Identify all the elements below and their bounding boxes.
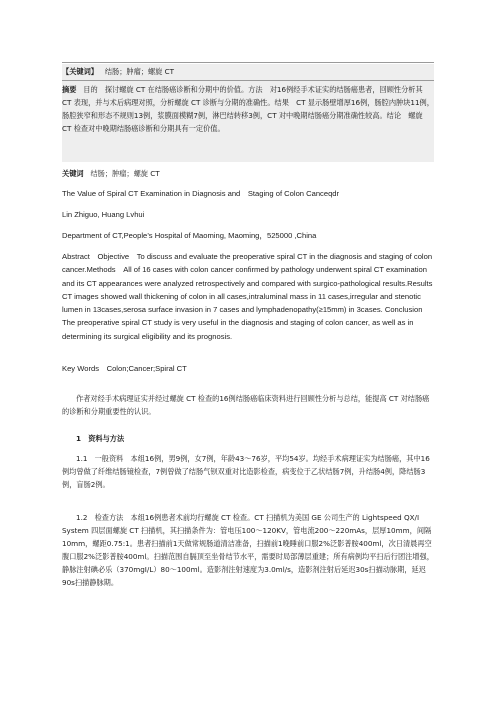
english-keywords: Key Words Colon;Cancer;Spiral CT bbox=[62, 364, 187, 373]
keywords-text-2: 结肠；肿瘤；螺旋 CT bbox=[90, 169, 160, 178]
section-1-2: 1.2 检查方法 本组16例患者术前均行螺旋 CT 检查。CT 扫描机为美国 GE 公司生产的 Lightspeed QX/I System 四层面螺旋 CT 扫描机，其扫描条件为：管电压100～120KV，管电流200～220mAs，层厚10mm，间隔10mm，螺距0.75:1。患者扫描前1天做常规肠道清洁准备，扫描前1晚睡前口服2%泛影普胺400ml，次日清晨再空腹口服2%泛影普胺400ml。扫描范围自膈顶至坐骨结节水平，需要时局部薄层重建；所有病例均平扫后行团注增强，静脉注射碘必乐（370mgI/L）80～100ml。造影剂注射速度为3.0ml/s，造影剂注射后延迟30s扫描动脉期，延迟90s扫描静脉期。 bbox=[62, 513, 434, 587]
keywords-label: 【关键词】 bbox=[62, 67, 98, 76]
english-abstract: Abstract Objective To discuss and evaluate the preoperative spiral CT in the diagnosis and staging of colon cancer.Methods All of 16 cases with colon cancer confirmed by pathology underwent spiral CT examination and its CT appearances were analyzed retrospectively and compared with surgico-pathological results.Results CT images showed wall thickening of colon in all cases,intraluminal mass in 11 cases,irregular and stenotic lumen in 13cases,serosa surface invasion in 7 cases and lymphadenopathy(≥15mm) in 3cases. Conclusion The preoperative spiral CT study is very useful in the diagnosis and staging of colon cancer, as well as in determining its surgical eligibility and its prognosis. bbox=[62, 252, 441, 341]
abstract-label: 摘要 bbox=[62, 85, 77, 94]
english-authors: Lin Zhiguo, Huang Lvhui bbox=[62, 210, 145, 219]
intro-paragraph: 作者对经手术病理证实并经过螺旋 CT 检查的16例结肠癌临床资料进行回顾性分析与总结，能提高 CT 对结肠癌的诊断和分期重要性的认识。 bbox=[62, 394, 430, 416]
section-heading-1: 1 资料与方法 bbox=[76, 434, 125, 443]
keywords-cn bbox=[62, 167, 434, 180]
abstract-text: 目的 探讨螺旋 CT 在结肠癌诊断和分期中的价值。方法 对16例经手术证实的结肠癌患者，回顾性分析其 CT 表现，并与术后病理对照，分析螺旋 CT 诊断与分期的准确性。结果 CT 显示肠壁增厚16例，肠腔内肿块11例，肠腔狭窄和形态不规则13例，浆膜面模糊7例，淋巴结转移3例，CT 对中晚期结肠癌分期准确性较高。结论 螺旋 CT 检查对中晚期结肠癌诊断和分期具有一定价值。 bbox=[62, 85, 434, 133]
english-title: The Value of Spiral CT Examination in Diagnosis and Staging of Colon Canceqdr bbox=[62, 189, 340, 198]
english-affiliation: Department of CT,People’s Hospital of Maoming, Maoming，525000 ,China bbox=[62, 231, 317, 240]
keywords-cn-top bbox=[62, 65, 434, 78]
keywords-text: 结肠；肿瘤；螺旋 CT bbox=[104, 67, 175, 76]
section-1-1: 1.1 一般资料 本组16例，男9例，女7例，年龄43～76岁，平均54岁。均经手术病理证实为结肠癌，其中16例均曾做了纤维结肠镜检查，7例曾做了结肠气钡双重对比造影检查，病变位于乙状结肠7例，升结肠4例，降结肠3例，盲肠2例。 bbox=[62, 454, 430, 489]
abstract-cn bbox=[62, 83, 434, 135]
keywords-label-2: 关键词 bbox=[62, 169, 84, 178]
